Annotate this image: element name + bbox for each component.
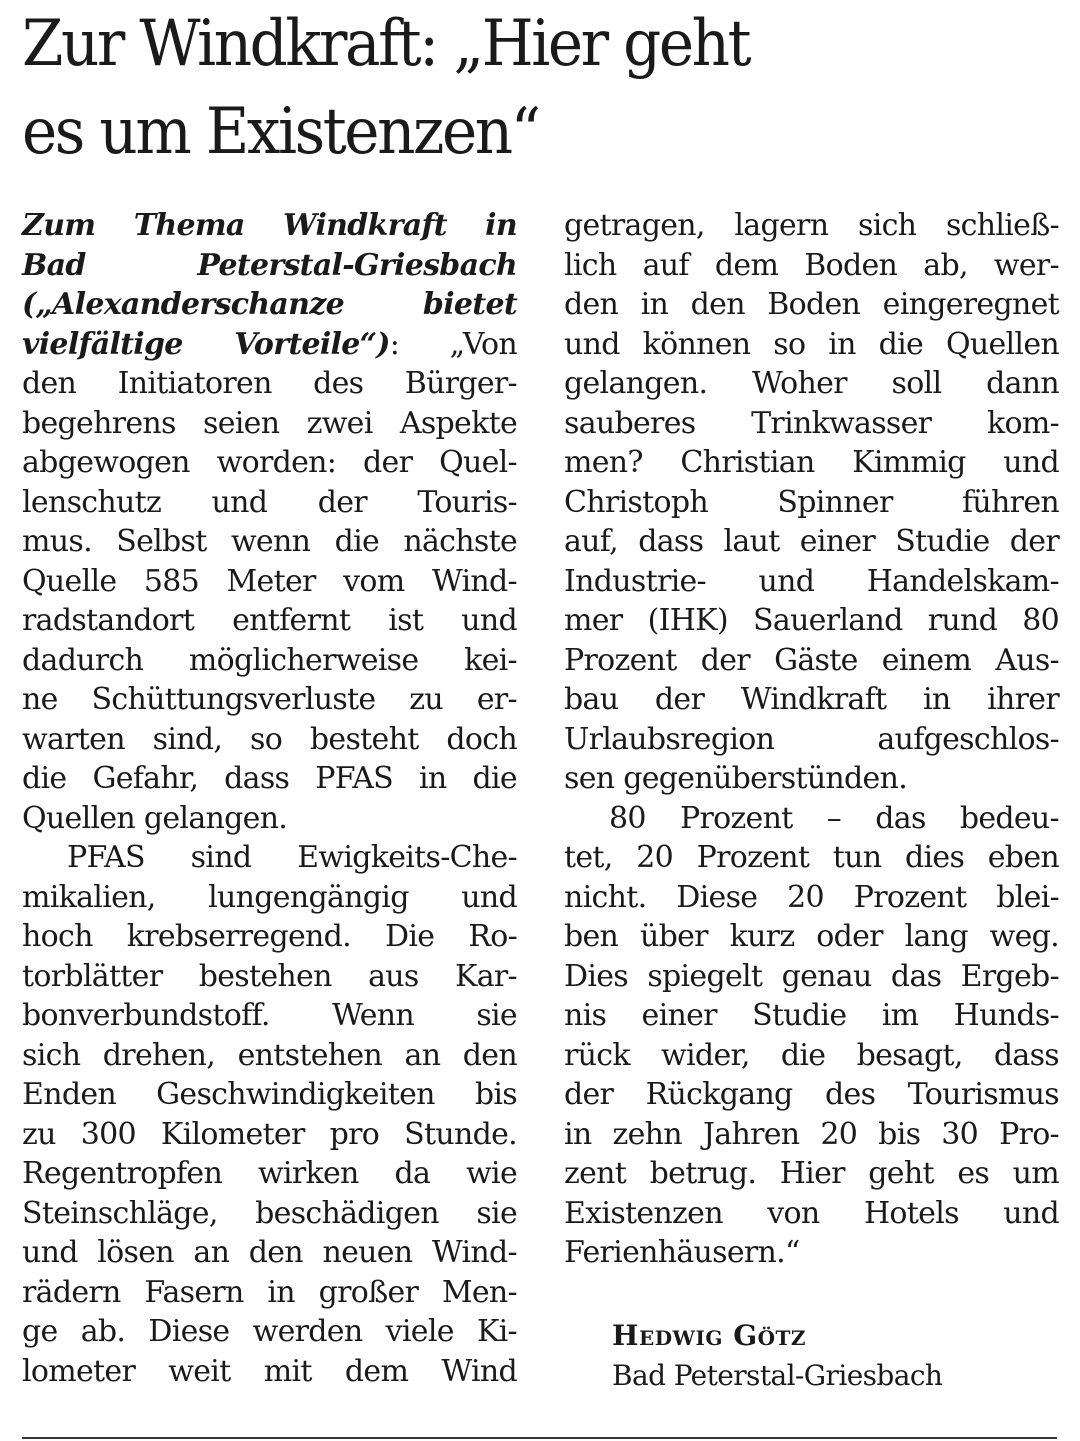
body-line: Regentropfen wirken da wie (22, 1156, 517, 1191)
body-line: warten sind, so besteht doch (22, 721, 517, 757)
body-line: rück wider, die besagt, dass (564, 1037, 1059, 1073)
body-line: ge ab. Diese werden viele Ki- (22, 1314, 517, 1349)
body-line: Christoph Spinner führen (564, 484, 1059, 520)
body-line: rädern Fasern in großer Men- (22, 1274, 517, 1310)
headline-line: Zur Windkraft: „Hier geht (22, 7, 750, 81)
article-column-right (564, 206, 1059, 1273)
body-line: den Initiatoren des Bürger- (22, 366, 517, 401)
body-line: begehrens seien zwei Aspekte (22, 405, 517, 441)
body-line: nis einer Studie im Hunds- (564, 998, 1059, 1033)
lead-topic-end: vielfältige Vorteile“) (22, 326, 390, 362)
body-line: abgewogen worden: der Quel- (22, 445, 517, 480)
body-line: gelangen. Woher soll dann (564, 366, 1059, 401)
body-line: Existenzen von Hotels und (564, 1195, 1059, 1231)
body-line: 80 Prozent – das bedeu- (609, 800, 1059, 836)
body-line: tet, 20 Prozent tun dies eben (564, 840, 1059, 875)
body-line: Enden Geschwindigkeiten bis (22, 1077, 517, 1112)
body-line: radstandort entfernt ist und (22, 603, 517, 638)
body-line: ne Schüttungsverluste zu er- (22, 682, 517, 717)
body-line: Urlaubsregion aufgeschlos- (564, 721, 1059, 757)
body-line: zent betrug. Hier geht es um (564, 1156, 1059, 1191)
lead-topic-line: Bad Peterstal-Griesbach (22, 247, 517, 283)
body-line: sich drehen, entstehen an den (22, 1037, 517, 1073)
body-line: Quelle 585 Meter vom Wind- (22, 563, 517, 599)
body-line: lometer weit mit dem Wind (22, 1353, 517, 1389)
bottom-divider (22, 1437, 1057, 1439)
body-line: Dies spiegelt genau das Ergeb- (564, 958, 1059, 994)
body-line: men? Christian Kimmig und (564, 445, 1059, 480)
lead-topic-line: Zum Thema Windkraft in (22, 208, 517, 243)
body-line: lenschutz und der Touris- (22, 484, 517, 520)
body-line: auf, dass laut einer Studie der (564, 524, 1059, 559)
author-place: Bad Peterstal-Griesbach (612, 1359, 943, 1392)
lead-topic-line: („Alexanderschanze bietet (22, 287, 517, 322)
body-line: hoch krebserregend. Die Ro- (22, 919, 517, 954)
body-line: der Rückgang des Tourismus (564, 1077, 1059, 1112)
letter-byline (612, 1316, 942, 1396)
article-column-left (22, 206, 517, 1391)
lead-topic-mixed-line: vielfältige Vorteile“): „Von (22, 326, 518, 362)
body-line: mer (IHK) Sauerland rund 80 (564, 603, 1059, 638)
body-line: dadurch möglicherweise kei- (22, 642, 517, 678)
body-line: Ferienhäusern.“ (564, 1235, 800, 1270)
body-line: sauberes Trinkwasser kom- (564, 405, 1059, 441)
body-line: mikalien, lungengängig und (22, 879, 517, 915)
body-line: torblätter bestehen aus Kar- (22, 958, 517, 994)
body-line: den in den Boden eingeregnet (564, 287, 1059, 322)
body-line: in zehn Jahren 20 bis 30 Pro- (564, 1116, 1059, 1152)
body-line: die Gefahr, dass PFAS in die (22, 761, 517, 796)
body-line: sen gegenüberstünden. (564, 761, 908, 796)
body-line: Prozent der Gäste einem Aus- (564, 642, 1059, 678)
body-line: lich auf dem Boden ab, wer- (564, 247, 1059, 283)
body-line: und können so in die Quellen (564, 326, 1059, 362)
body-line: Industrie- und Handelskam- (564, 563, 1059, 599)
body-line: bonverbundstoff. Wenn sie (22, 998, 517, 1033)
author-name: Hedwig Götz (612, 1319, 807, 1352)
body-line: getragen, lagern sich schließ- (564, 208, 1059, 243)
body-line: und lösen an den neuen Wind- (22, 1235, 517, 1270)
body-line: zu 300 Kilometer pro Stunde. (22, 1116, 517, 1152)
body-line: nicht. Diese 20 Prozent blei- (564, 879, 1059, 915)
body-line: Quellen gelangen. (22, 800, 288, 836)
headline-line: es um Existenzen“ (22, 95, 539, 169)
body-line: Steinschläge, beschädigen sie (22, 1195, 517, 1231)
body-line: bau der Windkraft in ihrer (564, 682, 1059, 717)
article-headline (22, 0, 989, 176)
body-line: PFAS sind Ewigkeits-Che- (67, 840, 517, 875)
body-line: ben über kurz oder lang weg. (564, 919, 1059, 954)
body-line: mus. Selbst wenn die nächste (22, 524, 517, 559)
